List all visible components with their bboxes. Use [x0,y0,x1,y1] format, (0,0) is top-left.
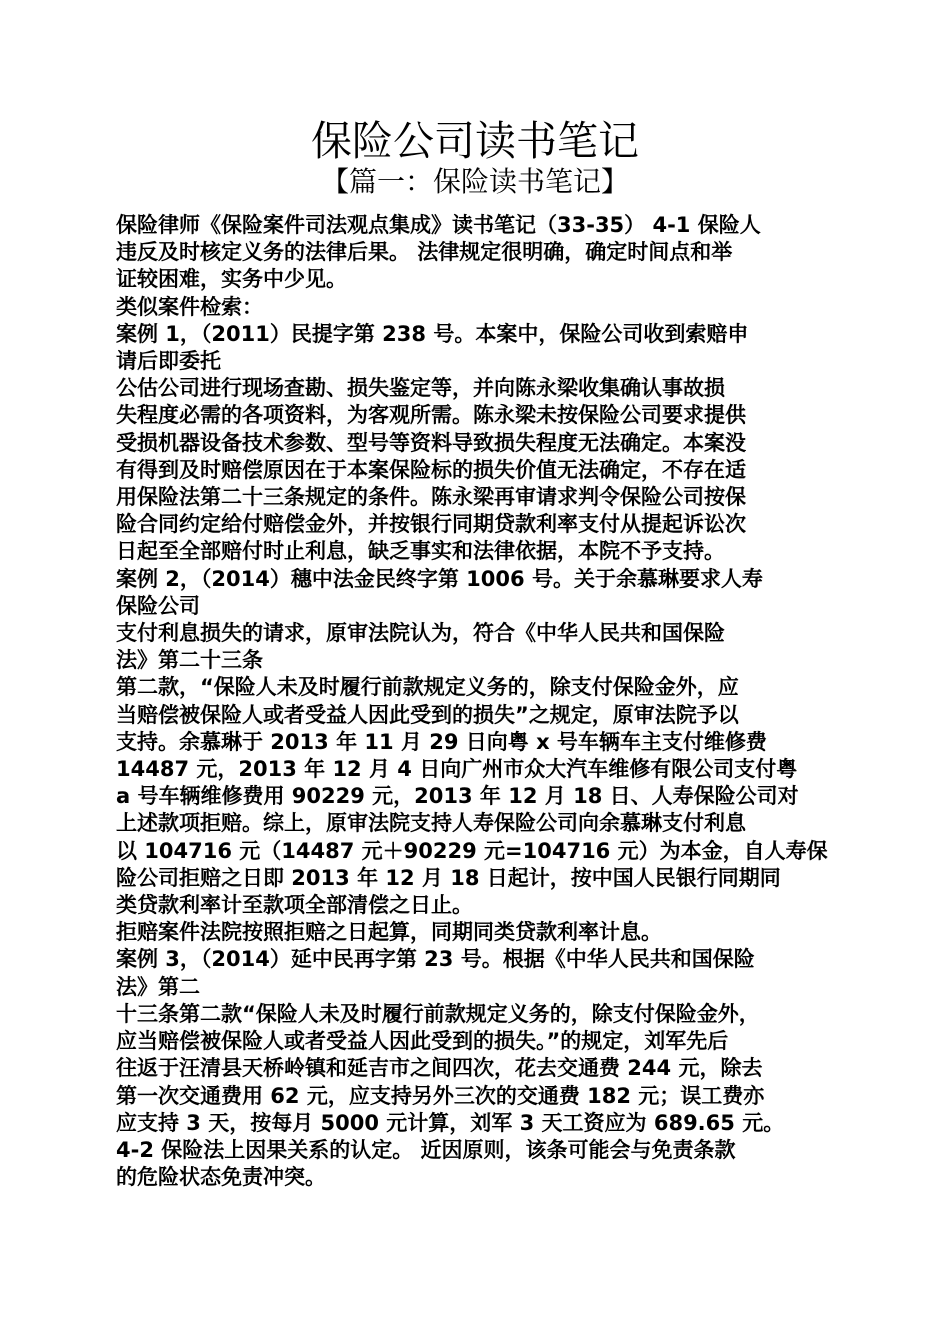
text-line: 上述款项拒赔。综上，原审法院支持人寿保险公司向余慕琳支付利息 [116,811,746,836]
text-line: 案例 1，（2011）民提字第 238 号。本案中，保险公司收到索赔申 [116,321,749,346]
text-line: 应当赔偿被保险人或者受益人因此受到的损失。”的规定，刘军先后 [116,1029,729,1054]
text-line: 类贷款利率计至款项全部清偿之日止。 [116,893,473,918]
text-line: 往返于汪清县天桥岭镇和延吉市之间四次，花去交通费 244 元，除去 [116,1056,763,1081]
text-line: 应支持 3 天，按每月 5000 元计算，刘军 3 天工资应为 689.65 元。 [116,1110,785,1135]
body-text [116,212,836,1191]
text-line: 第一次交通费用 62 元，应支持另外三次的交通费 182 元；误工费亦 [116,1083,765,1108]
text-line: 十三条第二款“保险人未及时履行前款规定义务的，除支付保险金外， [116,1001,760,1026]
text-line: 法》第二 [116,974,200,999]
text-line: 以 104716 元（14487 元＋90229 元=104716 元）为本金，自人寿保 [116,838,828,863]
text-line: 保险公司 [116,593,200,618]
text-line: 违反及时核定义务的法律后果。 法律规定很明确，确定时间点和举 [116,240,733,265]
text-line: 14487 元，2013 年 12 月 4 日向广州市众大汽车维修有限公司支付粤 [116,757,798,782]
text-line: 法》第二十三条 [116,648,263,673]
text-line: 证较困难，实务中少见。 [116,267,347,292]
page-title: 保险公司读书笔记 [311,117,639,165]
text-line: 支持。余慕琳于 2013 年 11 月 29 日向粤 x 号车辆车主支付维修费 [116,729,767,754]
text-line: 日起至全部赔付时止利息，缺乏事实和法律依据，本院不予支持。 [116,539,725,564]
text-line: 保险律师《保险案件司法观点集成》读书笔记（33-35） 4-1 保险人 [116,213,761,237]
text-line: 当赔偿被保险人或者受益人因此受到的损失”之规定，原审法院予以 [116,702,739,727]
text-line: 案例 3，（2014）延中民再字第 23 号。根据《中华人民共和国保险 [116,947,755,972]
text-line: 请后即委托 [116,349,221,374]
text-line: a 号车辆维修费用 90229 元，2013 年 12 月 18 日、人寿保险公司对 [116,784,799,809]
text-line: 失程度必需的各项资料，为客观所需。陈永梁未按保险公司要求提供 [116,403,746,428]
section-heading: 【篇一：保险读书笔记】 [320,165,629,198]
text-line: 险公司拒赔之日即 2013 年 12 月 18 日起计，按中国人民银行同期同 [116,865,781,890]
text-line: 类似案件检索： [116,294,263,319]
text-line: 案例 2，（2014）穗中法金民终字第 1006 号。关于余慕琳要求人寿 [116,566,763,591]
text-line: 公估公司进行现场查勘、损失鉴定等，并向陈永梁收集确认事故损 [116,376,725,401]
text-line: 拒赔案件法院按照拒赔之日起算，同期同类贷款利率计息。 [116,920,662,945]
text-line: 支付利息损失的请求，原审法院认为，符合《中华人民共和国保险 [116,621,725,646]
text-line: 用保险法第二十三条规定的条件。陈永梁再审请求判令保险公司按保 [116,485,746,510]
text-line: 的危险状态免责冲突。 [116,1165,326,1190]
text-line: 受损机器设备技术参数、型号等资料导致损失程度无法确定。本案没 [116,430,746,455]
text-line: 有得到及时赔偿原因在于本案保险标的损失价值无法确定，不存在适 [116,457,746,482]
text-line: 4-2 保险法上因果关系的认定。 近因原则，该条可能会与免责条款 [116,1137,736,1162]
text-line: 第二款，“保险人未及时履行前款规定义务的，除支付保险金外，应 [116,675,739,700]
text-line: 险合同约定给付赔偿金外，并按银行同期贷款利率支付从提起诉讼次 [116,512,746,537]
